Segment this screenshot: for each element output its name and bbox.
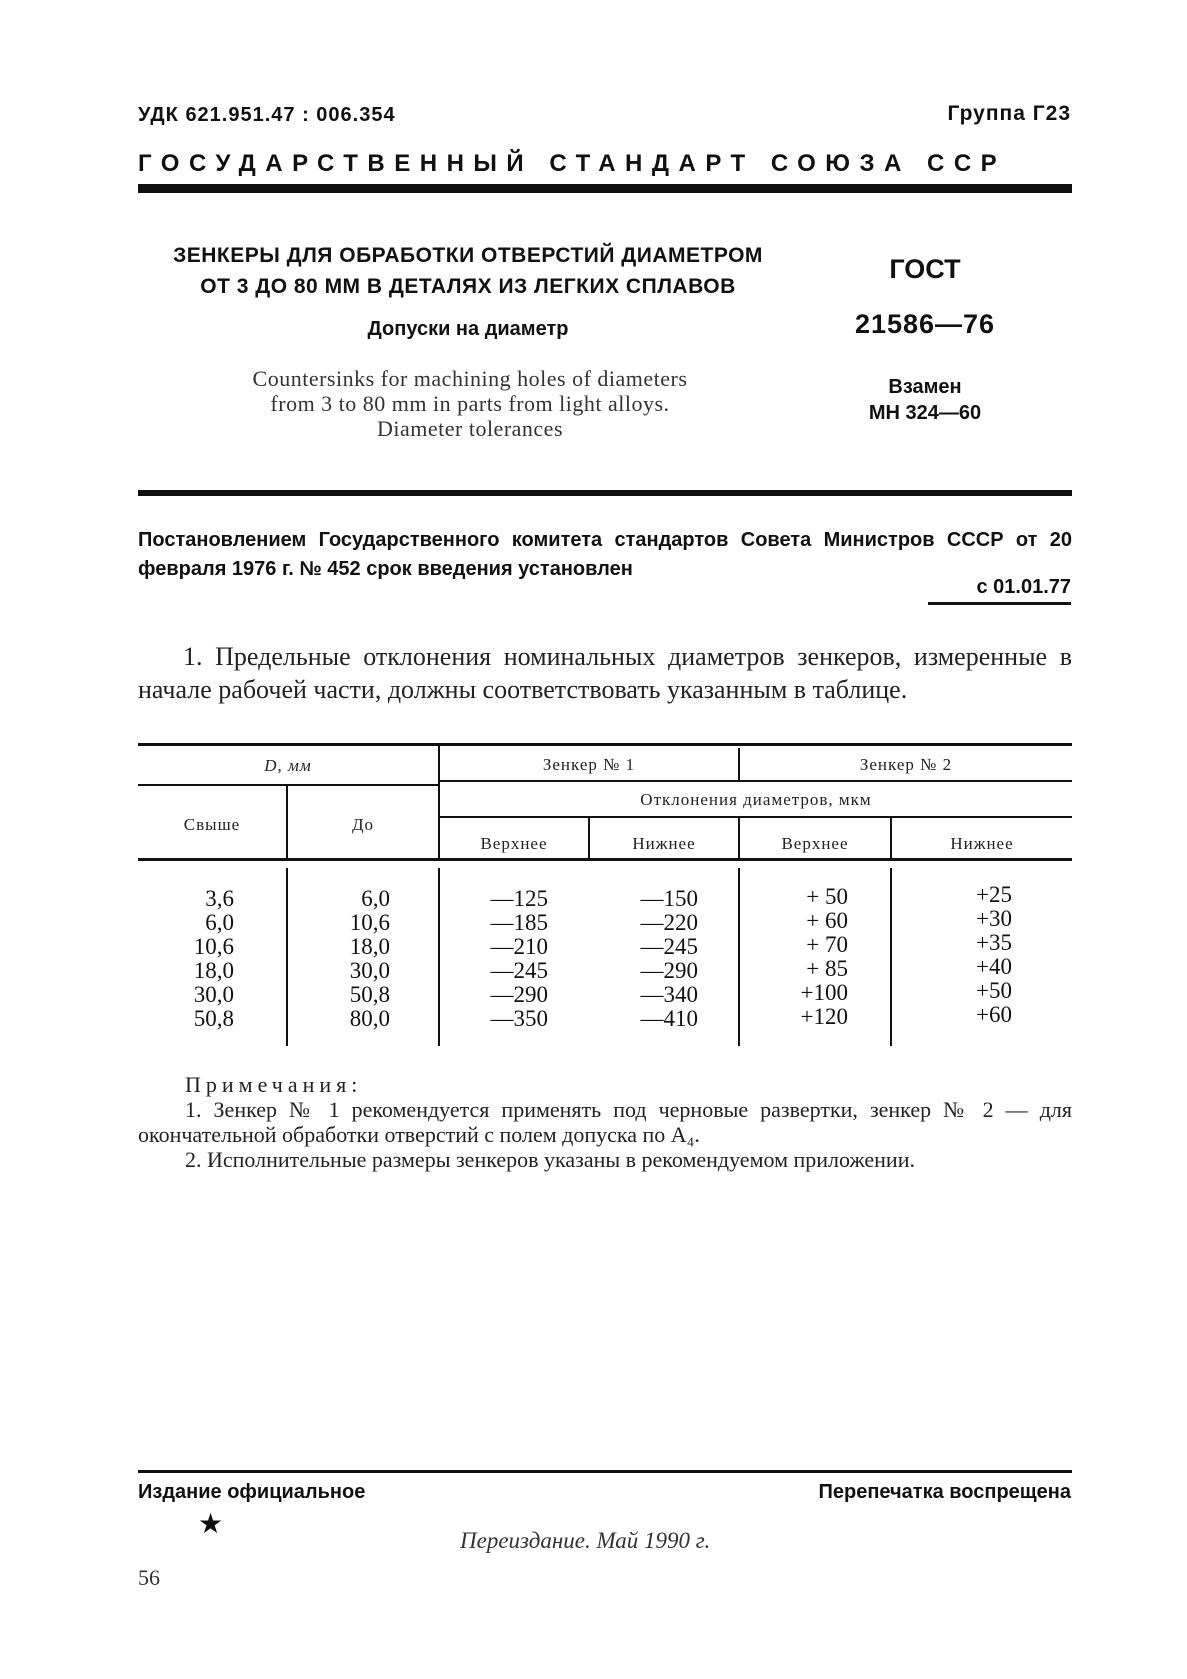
table-cell: + 85 [806,956,848,981]
decree-text: Постановлением Государственного комитета стандартов Совета Министров СССР от 20 февраля 1976 г. № 452 срок введения установлен [138,529,1072,580]
document-title [138,240,798,302]
udk-code: УДК 621.951.47 : 006.354 [138,104,396,126]
notes-section [138,1072,1072,1172]
english-title [170,366,770,441]
gost-label: ГОСТ [889,254,961,284]
table-cell: 80,0 [349,1006,390,1031]
table-cell: —210 [490,934,548,959]
table-cell: —290 [640,958,698,983]
table-cell: —150 [640,886,698,911]
header-over: Свыше [183,815,241,834]
table-cell: 30,0 [349,958,390,983]
replaces-label: Взамен [888,376,962,398]
document-subtitle: Допуски на диаметр [367,318,569,340]
table-cell: +50 [976,978,1012,1003]
note-1: 1. Зенкер № 1 рекомендуется применять под черновые развертки, зенкер № 2 — для окончательной обработки отверстий с полем допуска по A₄. [138,1097,1072,1147]
note-2: 2. Исполнительные размеры зенкеров указаны в рекомендуемом приложении. [185,1147,915,1172]
table-line-countersink [440,780,1072,782]
column-upper-2 [740,885,848,1029]
header-lower-1: Нижнее [632,834,696,853]
english-title-line-1: Countersinks for machining holes of diameters [252,366,688,391]
header-countersink-1: Зенкер № 1 [542,755,636,774]
header-deviations: Отклонения диаметров, мкм [640,790,872,809]
table-cell: —220 [640,910,698,935]
table-cell: 30,0 [193,982,234,1007]
table-cell: +120 [800,1004,848,1029]
table-cell: 10,6 [349,910,390,935]
table-header-bottom-rule [138,858,1072,861]
title-line-2: ОТ 3 ДО 80 ММ В ДЕТАЛЯХ ИЗ ЛЕГКИХ СПЛАВОВ [200,275,736,298]
header-countersink-2: Зенкер № 2 [859,755,953,774]
gost-number: 21586—76 [854,309,996,339]
column-upper-1 [440,887,548,1031]
table-cell: 18,0 [193,958,234,983]
effective-date: с 01.01.77 [976,576,1071,598]
english-title-line-2: from 3 to 80 mm in parts from light alloys. [270,391,670,416]
column-over [138,887,234,1031]
table-cell: +30 [976,906,1012,931]
table-cell: +60 [976,1002,1012,1027]
replaces-value: МН 324—60 [868,402,982,424]
table-cell: —185 [490,910,548,935]
table-cell: —290 [490,982,548,1007]
table-cell: + 70 [806,932,848,957]
column-to [288,887,390,1031]
reissue-note: Переиздание. Май 1990 г. [460,1528,711,1553]
table-cell: 50,8 [349,982,390,1007]
table-cell: 10,6 [193,934,234,959]
group-code: Группа Г23 [947,102,1071,125]
header-lower-2: Нижнее [950,834,1014,853]
table-cell: +100 [800,980,848,1005]
table-cell: 18,0 [349,934,390,959]
table-cell: 6,0 [361,886,390,911]
table-top-rule [138,743,1072,746]
notes-title: Примечания: [185,1072,363,1097]
header-d-mm: D, мм [264,756,312,775]
star-icon: ★ [198,1507,224,1540]
section-rule [138,490,1072,496]
header-to: До [351,815,375,834]
state-standard-banner: ГОСУДАРСТВЕННЫЙ СТАНДАРТ СОЮЗА ССР [138,150,1007,177]
table-cell: —350 [490,1006,548,1031]
header-upper-2: Верхнее [781,834,849,853]
table-cell: —340 [640,982,698,1007]
table-cell: 6,0 [205,910,234,935]
table-cell: + 50 [806,884,848,909]
clause-1: 1. Предельные отклонения номинальных диаметров зенкеров, измеренные в начале рабочей части, должны соответствовать указанным в таблице. [138,642,1072,704]
table-cell: + 60 [806,908,848,933]
table-line-deviation [440,816,1072,818]
table-cell: 50,8 [193,1006,234,1031]
effective-date-underline [928,602,1071,605]
reprint-prohibited-label: Перепечатка воспрещена [818,1481,1071,1503]
table-line-d [138,784,440,786]
table-cell: +35 [976,930,1012,955]
footer-rule [138,1470,1072,1473]
official-edition-label: Издание официальное [138,1481,366,1503]
table-cell: —245 [640,934,698,959]
table-cell: —125 [490,886,548,911]
column-lower-1 [590,887,698,1031]
table-cell: +40 [976,954,1012,979]
header-upper-1: Верхнее [480,834,548,853]
english-title-line-3: Diameter tolerances [376,416,563,441]
table-cell: 3,6 [205,886,234,911]
table-cell: —410 [640,1006,698,1031]
table-cell: —245 [490,958,548,983]
header-rule [138,184,1072,193]
title-line-1: ЗЕНКЕРЫ ДЛЯ ОБРАБОТКИ ОТВЕРСТИЙ ДИАМЕТРОМ [173,244,763,267]
table-cell: +25 [976,882,1012,907]
page-number: 56 [138,1565,160,1590]
column-lower-2 [892,883,1012,1027]
